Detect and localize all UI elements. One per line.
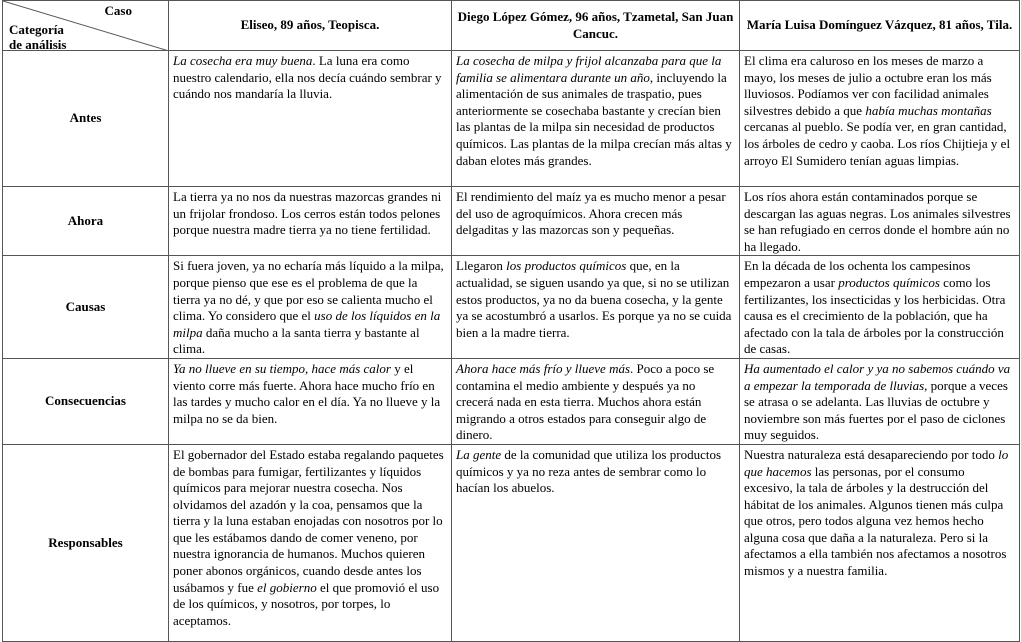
cell-text: Si fuera joven, ya no echaría más líquido a la milpa, porque pienso que ese es el problema de que la tierra ya no dé, y que por eso se calienta mucho el clima. Yo considero que el <box>173 258 444 324</box>
cell-text: . La luna era como nuestro calendario, ella nos decía cuándo sembrar y cuándo nos mandaría la lluvia. <box>173 53 442 102</box>
table-row-ahora <box>3 187 1020 256</box>
cell-text-italic: La gente <box>456 446 502 462</box>
cell-text: porque a veces se atrasa o se adelanta. Las lluvias de octubre y noviembre son más fuertes por el paso de ciclones muy seguidos. <box>744 377 1008 443</box>
row-header-ahora: Ahora <box>3 187 169 256</box>
corner-label-categoria-line1: Categoría <box>9 22 64 37</box>
cell-text: Los ríos ahora están contaminados porque se descargan las aguas negras. Los animales silvestres se han refugiado en cerros donde el hombre aún no ha llegado. <box>744 189 1011 254</box>
cell-antes-eliseo <box>169 51 452 187</box>
row-header-causas: Causas <box>3 256 169 359</box>
cell-text-italic: Ahora hace más frío y llueve más <box>456 360 631 376</box>
cell-text-italic: el gobierno <box>257 579 317 595</box>
cell-ahora-maria-luisa <box>740 187 1020 256</box>
cell-text-italic: La cosecha era muy buena <box>173 53 313 68</box>
cell-text: , incluyendo la alimentación de sus animales de traspatio, pues anteriormente se cosechaba bastante y crecían bien las plantas de la milpa sin necesidad de productos químicos. Las plantas de la milpa crecían más altas y daban elotes más grandes. <box>456 69 732 168</box>
cell-text: Llegaron <box>456 258 507 274</box>
cell-text: El rendimiento del maíz ya es mucho menor a pesar del uso de agroquímicos. Ahora crecen más delgaditas y las mazorcas son y pequeñas. <box>456 189 726 238</box>
cell-causas-maria-luisa <box>740 256 1020 359</box>
table-row-consecuencias <box>3 358 1020 444</box>
table-row-causas <box>3 256 1020 359</box>
corner-header-cell <box>3 1 169 51</box>
table-row-responsables <box>3 444 1020 641</box>
cell-text-italic: Ha aumentado el calor y ya no sabemos cuándo va a empezar la temporada de lluvias, <box>744 360 1011 393</box>
cell-responsables-maria-luisa <box>740 444 1020 641</box>
corner-label-caso: Caso <box>104 3 132 18</box>
cell-antes-maria-luisa <box>740 51 1020 187</box>
cell-text: . Poco a poco se contamina el medio ambiente y después ya no crecerá nada en esta tierra. Muchos ahora están migrando a otros estados para conseguir algo de dinero. <box>456 360 715 443</box>
cell-responsables-diego <box>452 444 740 641</box>
cell-text: de la comunidad que utiliza los productos químicos y ya no reza antes de sembrar como lo hacían los abuelos. <box>456 446 722 496</box>
cell-responsables-eliseo <box>169 444 452 641</box>
cell-ahora-diego <box>452 187 740 256</box>
cell-text: y el viento corre más fuerte. Ahora hace mucho frío en las tardes y mucho calor en el día. Ya no llueve y la milpa no se da bien. <box>173 360 441 426</box>
cell-text-italic: había muchas montañas <box>865 102 992 118</box>
comparison-table <box>2 0 1020 642</box>
cell-causas-eliseo <box>169 256 452 359</box>
cell-text-italic: los productos químicos <box>506 258 627 274</box>
corner-label-categoria-line2: de análisis <box>9 37 67 51</box>
cell-text: el que promovió el uso de los químicos, y nosotros, por torpes, lo aceptamos. <box>173 579 440 628</box>
column-header-eliseo: Eliseo, 89 años, Teopisca. <box>169 1 452 51</box>
header-row <box>3 1 1020 51</box>
cell-text-italic: Ya no llueve en su tiempo, hace más calor <box>173 360 391 376</box>
cell-text: Nuestra naturaleza está desapareciendo por todo <box>744 446 999 462</box>
cell-consecuencias-diego <box>452 358 740 444</box>
cell-text: La tierra ya no nos da nuestras mazorcas grandes ni un frijolar frondoso. Los cerros están todos pelones porque nuestra madre tierra ya no tiene fertilidad. <box>173 189 442 238</box>
cell-text-italic: uso de los líquidos en la milpa <box>173 308 441 340</box>
cell-text: que, en la actualidad, se siguen usando ya que, si no se utilizan estos productos, ya no da buena cosecha, y la gente ya se acostumbró a usarlos. Es porque ya no se cuida bien a la madre tierra. <box>456 258 732 340</box>
cell-causas-diego <box>452 256 740 359</box>
table-row-antes <box>3 51 1020 187</box>
cell-consecuencias-eliseo <box>169 358 452 444</box>
row-header-responsables: Responsables <box>3 444 169 641</box>
column-header-maria-luisa: María Luisa Domínguez Vázquez, 81 años, Tila. <box>740 1 1020 51</box>
cell-text: como los fertilizantes, los insecticidas y los herbicidas. Otra causa es el crecimiento de la población, que ha afectado con la tala de árboles por la construcción de casas. <box>744 274 1006 357</box>
cell-text-italic: La cosecha de milpa y frijol alcanzaba para que la familia se alimentara durante un año <box>456 53 722 85</box>
column-header-diego: Diego López Gómez, 96 años, Tzametal, San Juan Cancuc. <box>452 1 740 51</box>
cell-text: El clima era caluroso en los meses de marzo a mayo, los meses de julio a octubre eran los más lluviosos. Podíamos ver con facilidad animales silvestres debido a que <box>744 53 992 118</box>
cell-text: las personas, por el consumo excesivo, la tala de árboles y la destrucción del hábitat de los animales. Algunos tienen más culpa que otros, pero todos alguna vez hemos hecho alguna cosa que daña a la naturaleza. Pero si la afectamos a ella también nos afectamos a nosotros mismos y a nuestra familia. <box>744 463 1007 579</box>
cell-text: En la década de los ochenta los campesinos empezaron a usar <box>744 258 971 290</box>
cell-text-italic: lo que hacemos <box>744 446 1009 479</box>
cell-consecuencias-maria-luisa <box>740 358 1020 444</box>
cell-text: daña mucho a la santa tierra y bastante al clima. <box>173 324 420 357</box>
row-header-consecuencias: Consecuencias <box>3 358 169 444</box>
cell-antes-diego <box>452 51 740 187</box>
row-header-antes: Antes <box>3 51 169 187</box>
cell-text-italic: productos químicos <box>838 274 940 290</box>
cell-text: cercanas al pueblo. Se podía ver, en gran cantidad, los árboles de cedro y caoba. Los ríos Chijtieja y el arroyo El Sumidero tenían aguas limpias. <box>744 119 1011 168</box>
corner-label-categoria <box>9 22 66 51</box>
cell-ahora-eliseo <box>169 187 452 256</box>
cell-text: El gobernador del Estado estaba regalando paquetes de bombas para fumigar, fertilizantes y líquidos químicos para mejorar nuestra cosecha. Nos olvidamos del azadón y la coa, pensamos que la tierra y la luna estaban enojadas con nosotros por lo que les estábamos dando de comer veneno, por nuestra ignorancia de humanos. Muchos quieren poner abonos orgánicos, cuando desde antes los usábamos y fue <box>173 446 444 595</box>
